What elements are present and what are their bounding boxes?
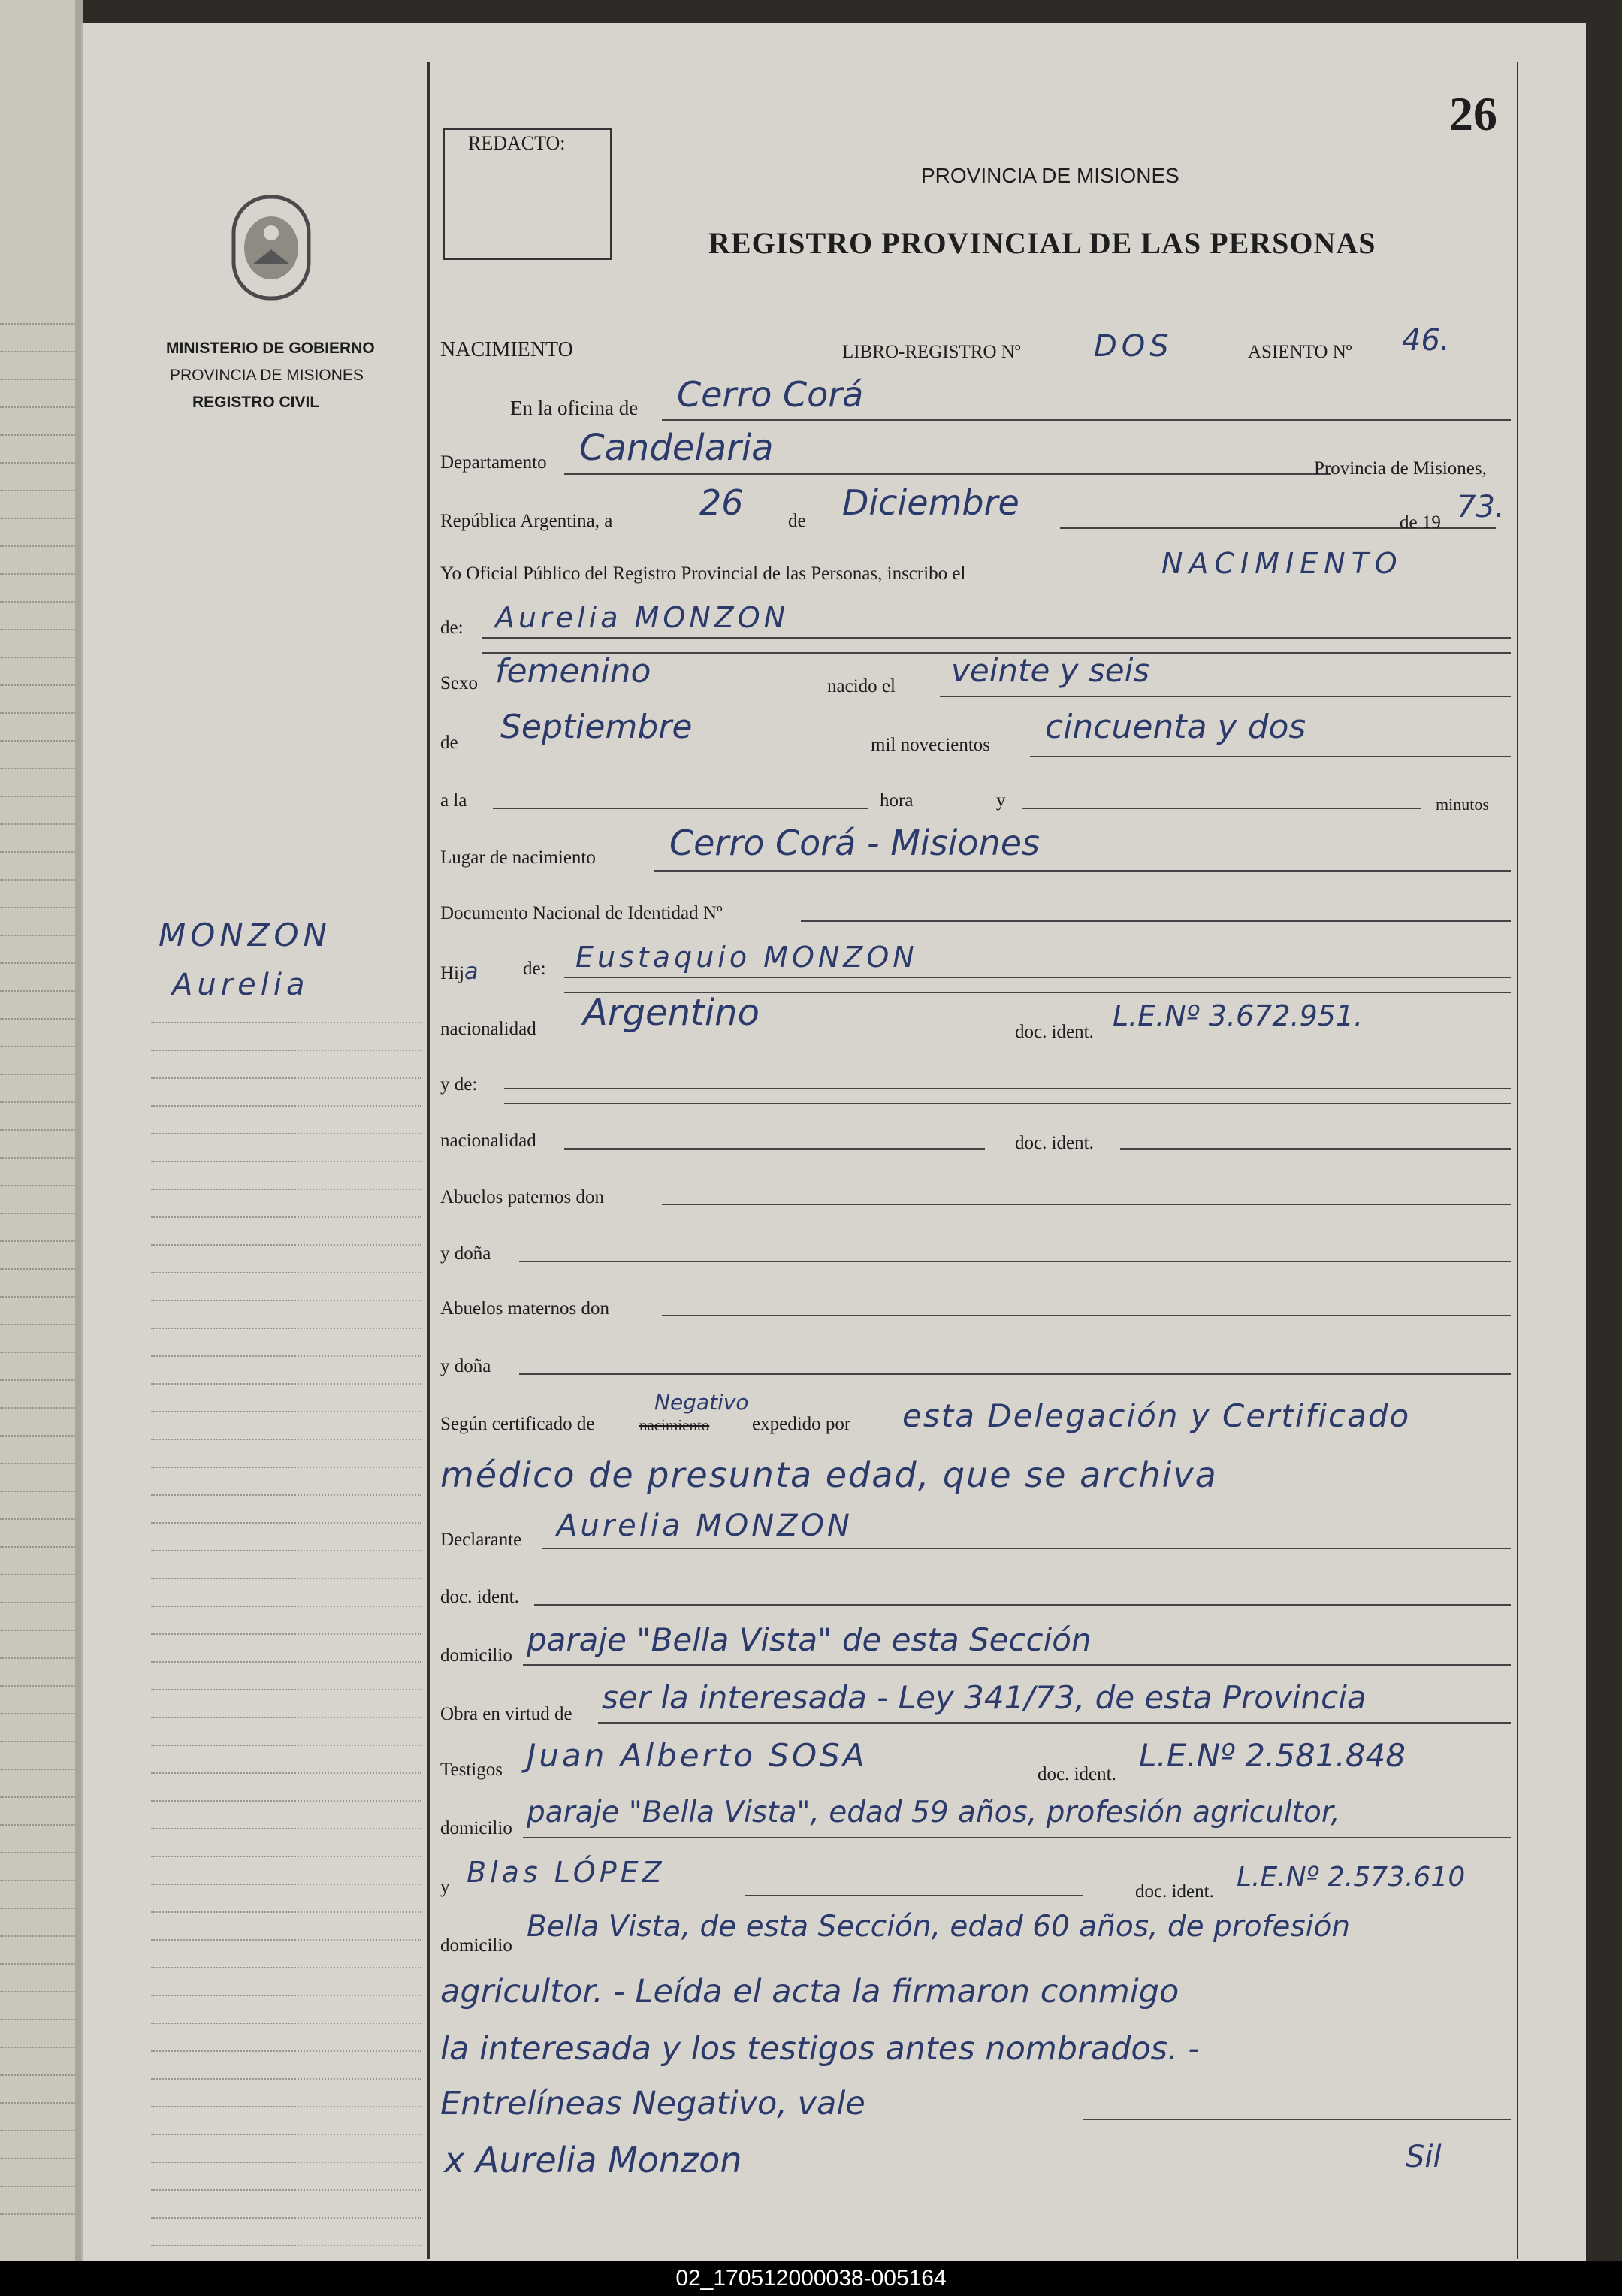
obra-label: Obra en virtud de: [440, 1704, 572, 1724]
left-page-rule: [0, 434, 75, 436]
testigo2-doc: L.E.Nº 2.573.610: [1237, 1862, 1466, 1893]
margin-dotted-rule: [151, 1689, 421, 1690]
margin-dotted-rule: [151, 1383, 421, 1385]
dni-label: Documento Nacional de Identidad Nº: [440, 903, 723, 923]
left-page-rule: [0, 2213, 75, 2215]
margin-dotted-rule: [151, 1328, 421, 1329]
oficial-value: NACIMIENTO: [1161, 547, 1403, 580]
left-page-rule: [0, 1296, 75, 1298]
domicilio2-rule: [523, 1837, 1511, 1838]
margin-name: Aurelia: [172, 968, 310, 1002]
margin-dotted-rule: [151, 2245, 421, 2246]
domicilio-label: domicilio: [440, 1645, 512, 1666]
left-page-rule: [0, 879, 75, 881]
left-page-rule: [0, 2158, 75, 2159]
left-page-rule: [0, 1796, 75, 1798]
continuation-line-1: agricultor. - Leída el acta la firmaron conmigo: [440, 1973, 1179, 2011]
left-page-rule: [0, 323, 75, 325]
margin-dotted-rule: [151, 1772, 421, 1774]
margin-dotted-rule: [151, 1745, 421, 1746]
margin-dotted-rule: [151, 2106, 421, 2107]
departamento-value: Candelaria: [579, 427, 774, 469]
nacido-value: veinte y seis: [951, 652, 1150, 689]
margin-dotted-rule: [151, 1411, 421, 1412]
testigo1-doc: L.E.Nº 2.581.848: [1139, 1737, 1406, 1774]
father-doc-value: L.E.Nº 3.672.951.: [1113, 999, 1364, 1032]
father-rule-1: [564, 977, 1511, 978]
docident2-rule: [1120, 1148, 1511, 1150]
page-number: 26: [1449, 87, 1497, 140]
left-page-rule: [0, 1157, 75, 1159]
abuelos-mat-label: Abuelos maternos don: [440, 1298, 609, 1319]
left-page-rule: [0, 740, 75, 742]
sexo-label: Sexo: [440, 673, 478, 693]
left-page-rule: [0, 1491, 75, 1492]
left-page-rule: [0, 1908, 75, 1909]
name-value: Aurelia MONZON: [495, 601, 790, 634]
margin-dotted-rule: [151, 1717, 421, 1718]
margin-dotted-rule: [151, 1606, 421, 1607]
segun-struck: nacimiento: [639, 1416, 710, 1434]
departamento-label: Departamento: [440, 452, 547, 473]
minutos-rule: [1022, 808, 1421, 809]
ala-label: a la: [440, 790, 467, 811]
left-page-rule: [0, 2019, 75, 2020]
ydona1-label: y doña: [440, 1243, 491, 1264]
domicilio3-label: domicilio: [440, 1935, 512, 1956]
margin-dotted-rule: [151, 2189, 421, 2191]
margin-dotted-rule: [151, 1244, 421, 1246]
libro-label: LIBRO-REGISTRO Nº: [842, 342, 1021, 362]
domicilio2-value: paraje "Bella Vista", edad 59 años, profesión agricultor,: [527, 1796, 1340, 1829]
oficina-rule: [662, 419, 1511, 421]
testigo2-value: Blas LÓPEZ: [467, 1856, 666, 1889]
mil-rule: [1030, 756, 1511, 757]
hija-label: [440, 959, 478, 985]
left-page-rule: [0, 1352, 75, 1353]
left-page-rule: [0, 1324, 75, 1325]
oficial-text: Yo Oficial Público del Registro Provincial de las Personas, inscribo el: [440, 563, 966, 584]
father-value: Eustaquio MONZON: [575, 941, 918, 974]
hora-label: hora: [880, 790, 914, 811]
nacido-label: nacido el: [827, 676, 896, 696]
day-value: 26: [699, 482, 744, 523]
docident5-label: doc. ident.: [1135, 1881, 1214, 1902]
oficina-value: Cerro Corá: [677, 374, 864, 415]
ydona2-rule: [519, 1373, 1511, 1375]
provincia-suffix: Provincia de Misiones,: [1314, 458, 1487, 479]
abuelos-pat-rule: [662, 1204, 1511, 1205]
domicilio3-value: Bella Vista, de esta Sección, edad 60 años, de profesión: [527, 1910, 1351, 1944]
left-page-rule: [0, 1852, 75, 1853]
nacionalidad2-label: nacionalidad: [440, 1131, 536, 1151]
expedido-label: expedido por: [752, 1414, 851, 1434]
register-page: [81, 23, 1586, 2261]
left-page-rule: [0, 1602, 75, 1603]
abuelos-pat-label: Abuelos paternos don: [440, 1187, 605, 1207]
margin-dotted-rule: [151, 1133, 421, 1134]
left-page-rule: [0, 768, 75, 769]
margin-dotted-rule: [151, 2078, 421, 2080]
ministry-line1: MINISTERIO DE GOBIERNO: [166, 340, 375, 357]
margin-dotted-rule: [151, 1077, 421, 1079]
lugar-value: Cerro Corá - Misiones: [669, 823, 1040, 863]
left-page-rule: [0, 518, 75, 519]
left-page-rule: [0, 379, 75, 380]
testigo2-rule: [745, 1895, 1083, 1896]
margin-dotted-rule: [151, 1050, 421, 1051]
left-page-rule: [0, 712, 75, 714]
left-page-rule: [0, 406, 75, 408]
margin-dotted-rule: [151, 1911, 421, 1913]
margin-dotted-rule: [151, 1884, 421, 1885]
margin-dotted-rule: [151, 1272, 421, 1273]
left-page-rule: [0, 1129, 75, 1131]
margin-dotted-rule: [151, 1467, 421, 1468]
left-page-rule: [0, 1880, 75, 1881]
left-page-rule: [0, 1824, 75, 1826]
hija-de-label: de:: [523, 959, 546, 979]
left-page-rule: [0, 1379, 75, 1381]
left-page-rule: [0, 796, 75, 797]
redacto-label: REDACTO:: [468, 132, 566, 154]
domicilio-value: paraje "Bella Vista" de esta Sección: [527, 1621, 1092, 1658]
left-page-rule: [0, 1963, 75, 1965]
mil-value: cincuenta y dos: [1045, 708, 1306, 746]
abuelos-mat-rule: [662, 1315, 1511, 1316]
departamento-rule: [564, 473, 1331, 475]
oficina-label: En la oficina de: [510, 397, 639, 419]
margin-dotted-rule: [151, 1439, 421, 1440]
lugar-rule: [654, 870, 1511, 872]
segun-label: Según certificado de: [440, 1414, 595, 1434]
margin-dotted-rule: [151, 1967, 421, 1968]
nacionalidad-label: nacionalidad: [440, 1019, 536, 1039]
testigos-label: Testigos: [440, 1760, 503, 1780]
margin-dotted-rule: [151, 1633, 421, 1635]
docident3-rule: [534, 1604, 1511, 1606]
left-page-rule: [0, 1935, 75, 1937]
expedido-value2: médico de presunta edad, que se archiva: [440, 1455, 1218, 1495]
header-province: PROVINCIA DE MISIONES: [921, 164, 1179, 187]
name-de-label: de:: [440, 618, 464, 638]
left-page-rule: [0, 2047, 75, 2048]
docident-label: doc. ident.: [1015, 1022, 1094, 1042]
left-page-rule: [0, 351, 75, 352]
left-page-rule: [0, 1213, 75, 1214]
mother-rule-2: [504, 1103, 1511, 1104]
margin-dotted-rule: [151, 1828, 421, 1829]
margin-dotted-rule: [151, 1494, 421, 1496]
y-label: y: [996, 790, 1006, 811]
margin-dotted-rule: [151, 2162, 421, 2163]
left-page-rule: [0, 1713, 75, 1714]
ydona1-rule: [519, 1261, 1511, 1262]
form-left-border: [427, 62, 430, 2259]
docident4-label: doc. ident.: [1038, 1764, 1116, 1784]
margin-surname: MONZON: [159, 917, 331, 953]
margin-dotted-rule: [151, 2050, 421, 2052]
docident3-label: doc. ident.: [440, 1587, 519, 1607]
left-page-rule: [0, 1435, 75, 1437]
left-page-rule: [0, 545, 75, 547]
left-page-rule: [0, 1101, 75, 1103]
margin-dotted-rule: [151, 1939, 421, 1941]
ydona2-label: y doña: [440, 1356, 491, 1376]
margin-dotted-rule: [151, 1300, 421, 1301]
left-page-rule: [0, 1741, 75, 1742]
left-page-rule: [0, 573, 75, 575]
left-page-rule: [0, 1991, 75, 1992]
year-label: de 19: [1400, 512, 1441, 533]
left-page-rule: [0, 462, 75, 464]
left-page-rule: [0, 2186, 75, 2187]
de-label: de: [788, 511, 806, 531]
name-rule-1: [482, 637, 1511, 639]
left-page-rule: [0, 684, 75, 686]
form-right-border: [1517, 62, 1518, 2259]
left-page-rule: [0, 851, 75, 853]
left-page-rule: [0, 1657, 75, 1659]
left-page-rule: [0, 1240, 75, 1242]
margin-dotted-rule: [151, 2134, 421, 2135]
coat-of-arms-seal: [222, 189, 320, 310]
sexo-value: femenino: [495, 652, 651, 690]
obra-rule: [598, 1722, 1511, 1724]
domicilio-rule: [523, 1664, 1511, 1666]
left-page-rule: [0, 1630, 75, 1631]
left-page-rule: [0, 907, 75, 908]
minutos-label: minutos: [1436, 795, 1489, 814]
lugar-label: Lugar de nacimiento: [440, 847, 596, 868]
margin-dotted-rule: [151, 1189, 421, 1190]
docident2-label: doc. ident.: [1015, 1133, 1094, 1153]
margin-dotted-rule: [151, 1800, 421, 1802]
republica-label: República Argentina, a: [440, 511, 613, 531]
left-page-rule: [0, 1185, 75, 1186]
left-page-rule: [0, 823, 75, 825]
left-page-rule: [0, 935, 75, 936]
margin-dotted-rule: [151, 2217, 421, 2219]
nacionalidad2-rule: [564, 1148, 985, 1150]
continuation-line-3: Entrelíneas Negativo, vale: [440, 2085, 865, 2122]
hora-rule: [493, 808, 868, 809]
continuation-line-2: la interesada y los testigos antes nombrados. -: [440, 2030, 1200, 2068]
margin-dotted-rule: [151, 1216, 421, 1218]
left-page-rule: [0, 1463, 75, 1464]
margin-dotted-rule: [151, 1856, 421, 1857]
testigo1-value: Juan Alberto SOSA: [527, 1737, 868, 1774]
mother-rule-1: [504, 1088, 1511, 1089]
left-page-rule: [0, 601, 75, 603]
header-registry: REGISTRO PROVINCIAL DE LAS PERSONAS: [708, 226, 1376, 260]
nacido-rule: [940, 696, 1511, 697]
dni-rule: [801, 920, 1511, 922]
left-page-rule: [0, 1546, 75, 1548]
left-page-rule: [0, 1046, 75, 1047]
left-page-rule: [0, 1018, 75, 1020]
domicilio2-label: domicilio: [440, 1818, 512, 1838]
margin-dotted-rule: [151, 1105, 421, 1107]
segun-insert: Negativo: [654, 1390, 749, 1415]
margin-dotted-rule: [151, 2023, 421, 2024]
y2-label: y: [440, 1877, 450, 1897]
margin-dotted-rule: [151, 1995, 421, 1996]
asiento-label: ASIENTO Nº: [1248, 342, 1352, 362]
left-page-rule: [0, 629, 75, 630]
left-page-rule: [0, 2130, 75, 2131]
hija-prefix: Hij: [440, 963, 464, 983]
mil-label: mil novecientos: [871, 735, 990, 755]
left-page-rule: [0, 1574, 75, 1575]
continuation-rule: [1083, 2119, 1511, 2120]
year-value: 73.: [1457, 490, 1505, 524]
left-page-rule: [0, 2102, 75, 2104]
hija-suffix: a: [464, 959, 479, 985]
left-facing-page: [0, 0, 75, 2261]
declarant-signature: x Aurelia Monzon: [444, 2140, 742, 2180]
left-page-rule: [0, 490, 75, 491]
left-page-rule: [0, 962, 75, 964]
ministry-line3: REGISTRO CIVIL: [192, 394, 320, 411]
yde-label: y de:: [440, 1074, 478, 1095]
asiento-value: 46.: [1402, 323, 1450, 358]
libro-value: DOS: [1094, 329, 1173, 364]
left-page-rule: [0, 1407, 75, 1409]
de2-label: de: [440, 733, 458, 753]
margin-dotted-rule: [151, 1522, 421, 1524]
left-page-rule: [0, 1769, 75, 1770]
left-page-rule: [0, 1268, 75, 1270]
margin-dotted-rule: [151, 1550, 421, 1551]
margin-dotted-rule: [151, 1355, 421, 1357]
expedido-value: esta Delegación y Certificado: [902, 1397, 1411, 1434]
left-page-rule: [0, 657, 75, 658]
image-id-footer: 02_170512000038-005164: [0, 2261, 1622, 2296]
declarante-label: Declarante: [440, 1530, 522, 1550]
record-type-label: NACIMIENTO: [440, 338, 573, 361]
signature-right: Sil: [1406, 2140, 1442, 2174]
margin-dotted-rule: [151, 1022, 421, 1023]
left-page-rule: [0, 1518, 75, 1520]
margin-dotted-rule: [151, 1661, 421, 1663]
left-page-rule: [0, 2074, 75, 2076]
ministry-line2: PROVINCIA DE MISIONES: [170, 367, 364, 384]
margin-dotted-rule: [151, 1578, 421, 1579]
declarante-rule: [542, 1548, 1511, 1549]
left-page-rule: [0, 990, 75, 992]
month2-value: Septiembre: [500, 708, 693, 746]
left-page-rule: [0, 1685, 75, 1687]
left-page-rule: [0, 1074, 75, 1075]
margin-dotted-rule: [151, 1161, 421, 1162]
declarante-value: Aurelia MONZON: [557, 1509, 853, 1543]
nacionalidad-value: Argentino: [583, 992, 760, 1034]
obra-value: ser la interesada - Ley 341/73, de esta Provincia: [602, 1679, 1367, 1716]
month-value: Diciembre: [842, 482, 1019, 523]
